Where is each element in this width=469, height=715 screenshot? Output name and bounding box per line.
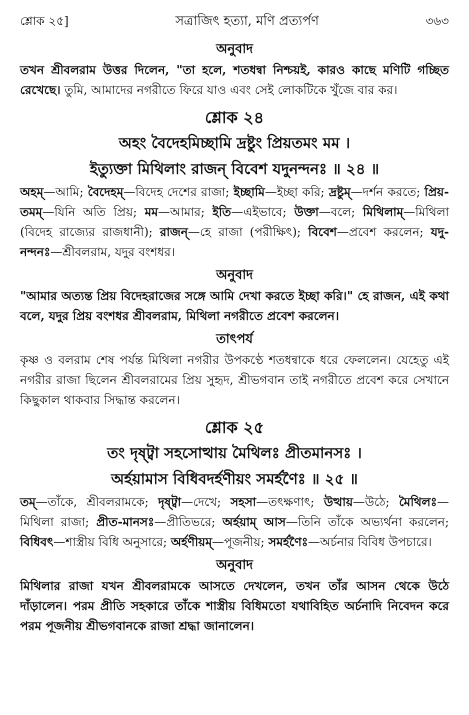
synonym-term: যদু-নন্দনঃ [20,225,449,259]
purport-heading-24: তাৎপর্য [216,332,253,347]
synonym-meaning: —মিথিলা (বিদেহ রাজ্যের রাজধানী); [20,205,450,239]
synonym-term: তম্ [20,495,36,509]
translation-heading-25: অনুবাদ [216,558,253,573]
synonym-term: ইতি [212,205,232,219]
synonym-meaning: —হে রাজা (পরীক্ষিৎ); [187,225,309,239]
synonym-term: দ্রষ্টুম্ [328,185,351,199]
synonym-meaning: —ইচ্ছা করি; [264,185,329,199]
synonym-meaning: —যিনি অতি প্রিয়; [42,205,145,219]
synonym-meaning: —বলে; [318,205,363,219]
synonym-term: প্রিয়-তমম্ [20,185,449,219]
synonym-meaning: —পূজনীয়; [211,535,269,549]
synonym-term: মিথিলাম্ [362,205,404,219]
synonym-term: সমর্হণৈঃ [268,535,308,549]
synonym-meaning: —উঠে; [352,495,399,509]
translation-text-1-bold: তখন শ্রীবলরাম উত্তর দিলেন, "তা হলে, শতধন্বা নিশ্চয়ই, কারও কাছে মণিটি গচ্ছিত রেখেছে। [20,63,449,97]
verse-25-line-2: অর্হয়ামাস বিধিবদর্হণীয়ং সমর্হণৈঃ ॥ ২৫ ॥ [111,470,358,488]
synonym-meaning: —অর্চনার বিবিধ উপচারে। [307,535,432,549]
synonym-term: ইচ্ছামি [233,185,265,199]
synonym-term: বিধিবৎ [20,535,54,549]
synonym-term: অর্হণীয়ম্ [170,535,212,549]
synonym-meaning: —বিদেহ দেশের রাজা; [123,185,234,199]
header-page-number: ৩৬৩ [425,14,449,28]
translation-text-1 [20,60,449,100]
synonym-term: সহসা [230,495,257,509]
synonym-term: মৈথিলঃ [398,495,437,509]
synonym-term: উত্থায় [323,495,353,509]
verse-25-synonyms [20,492,449,552]
synonym-meaning: —তাঁকে, শ্রীবলরামকে; [35,495,159,509]
synonym-term: দৃষ্ট্বা [158,495,182,509]
synonym-term: রাজন্ [159,225,188,239]
synonym-meaning: —শ্রীবলরাম, যদুর বংশধর। [50,245,176,259]
header-verse-ref: শ্লোক ২৫] [20,14,69,28]
synonym-meaning: —আমি; [43,185,88,199]
verse-24-number: শ্লোক ২৪ [204,108,265,127]
translation-heading-24: অনুবাদ [216,268,253,283]
verse-24-line-2: ইত্যুক্তা মিথিলাং রাজন্ বিবেশ যদুনন্দনঃ ॥ ২৪ ॥ [89,160,380,178]
synonym-meaning: —তিনি তাঁকে অভ্যর্থনা করলেন; [285,515,449,529]
header-chapter-title: সত্রাজিৎ হত্যা, মণি প্রত্যর্পণ [175,14,319,29]
synonym-meaning: —প্রবেশ করলেন; [336,225,431,239]
synonym-term: বিবেশ [308,225,337,239]
synonym-meaning: —এইভাবে; [231,205,295,219]
translation-text-24: "আমার অত্যন্ত প্রিয় বিদেহরাজের সঙ্গে আমি দেখা করতে ইচ্ছা করি।" হে রাজন, এই কথা বলে, যদুর প্রিয় বংশধর শ্রীবলরাম, মিথিলা নগরীতে প্রবেশ করলেন। [20,289,449,323]
translation-text-1-plain: তুমি, আমাদের নগরীতে ফিরে যাও এবং সেই লোকটিকে খুঁজে বার কর। [60,83,398,97]
translation-text-25: মিথিলার রাজা যখন শ্রীবলরামকে আসতে দেখলেন, তখন তাঁর আসন থেকে উঠে দাঁড়ালেন। পরম প্রীতি সহকারে তাঁকে শাস্ত্রীয় বিধিমতো যথাবিহিত অর্চনাদি নিবেদন করে পরম পূজনীয় শ্রীভগবানকে রাজা শ্রদ্ধা জানালেন। [20,579,449,633]
translation-heading-1: অনুবাদ [216,42,253,57]
synonym-meaning: —প্রীতিভরে; [154,515,223,529]
synonym-term: মম [144,205,159,219]
verse-24-line-1: অহং বৈদেহমিচ্ছামি দ্রষ্টুং প্রিয়তমং মম । [118,134,351,152]
verse-25-line-1: তং দৃষ্ট্বা সহসোত্থায় মৈথিলঃ প্রীতমানসঃ । [107,444,362,462]
synonym-term: বৈদেহম্ [87,185,124,199]
page-header [20,6,449,36]
purport-text-24: কৃষ্ণ ও বলরাম শেষ পর্যন্ত মিথিলা নগরীর উপকণ্ঠে শতধন্বাকে ধরে ফেললেন। যেহেতু এই নগরীর রাজা ছিলেন শ্রীবলরামের প্রিয় সুহৃদ, শ্রীভগবান তাই নগরীতে প্রবেশ করে সেখানে কিছুকাল থাকবার সিদ্ধান্ত করলেন। [20,353,449,407]
synonym-meaning: —আমার; [158,205,213,219]
synonym-term: উক্তা [294,205,319,219]
synonym-term: অহম্ [20,185,44,199]
verse-24-synonyms [20,182,449,262]
synonym-meaning: —মিথিলা রাজা; [20,495,449,529]
synonym-term: অর্হয়াম্ আস [222,515,286,529]
verse-25-number: শ্লোক ২৫ [204,418,265,437]
synonym-meaning: —দেখে; [181,495,231,509]
synonym-term: প্রীত-মানসঃ [96,515,155,529]
synonym-meaning: —তৎক্ষণাৎ; [256,495,324,509]
synonym-meaning: —দর্শন করতে; [350,185,425,199]
synonym-meaning: —শাস্ত্রীয় বিধি অনুসারে; [53,535,171,549]
